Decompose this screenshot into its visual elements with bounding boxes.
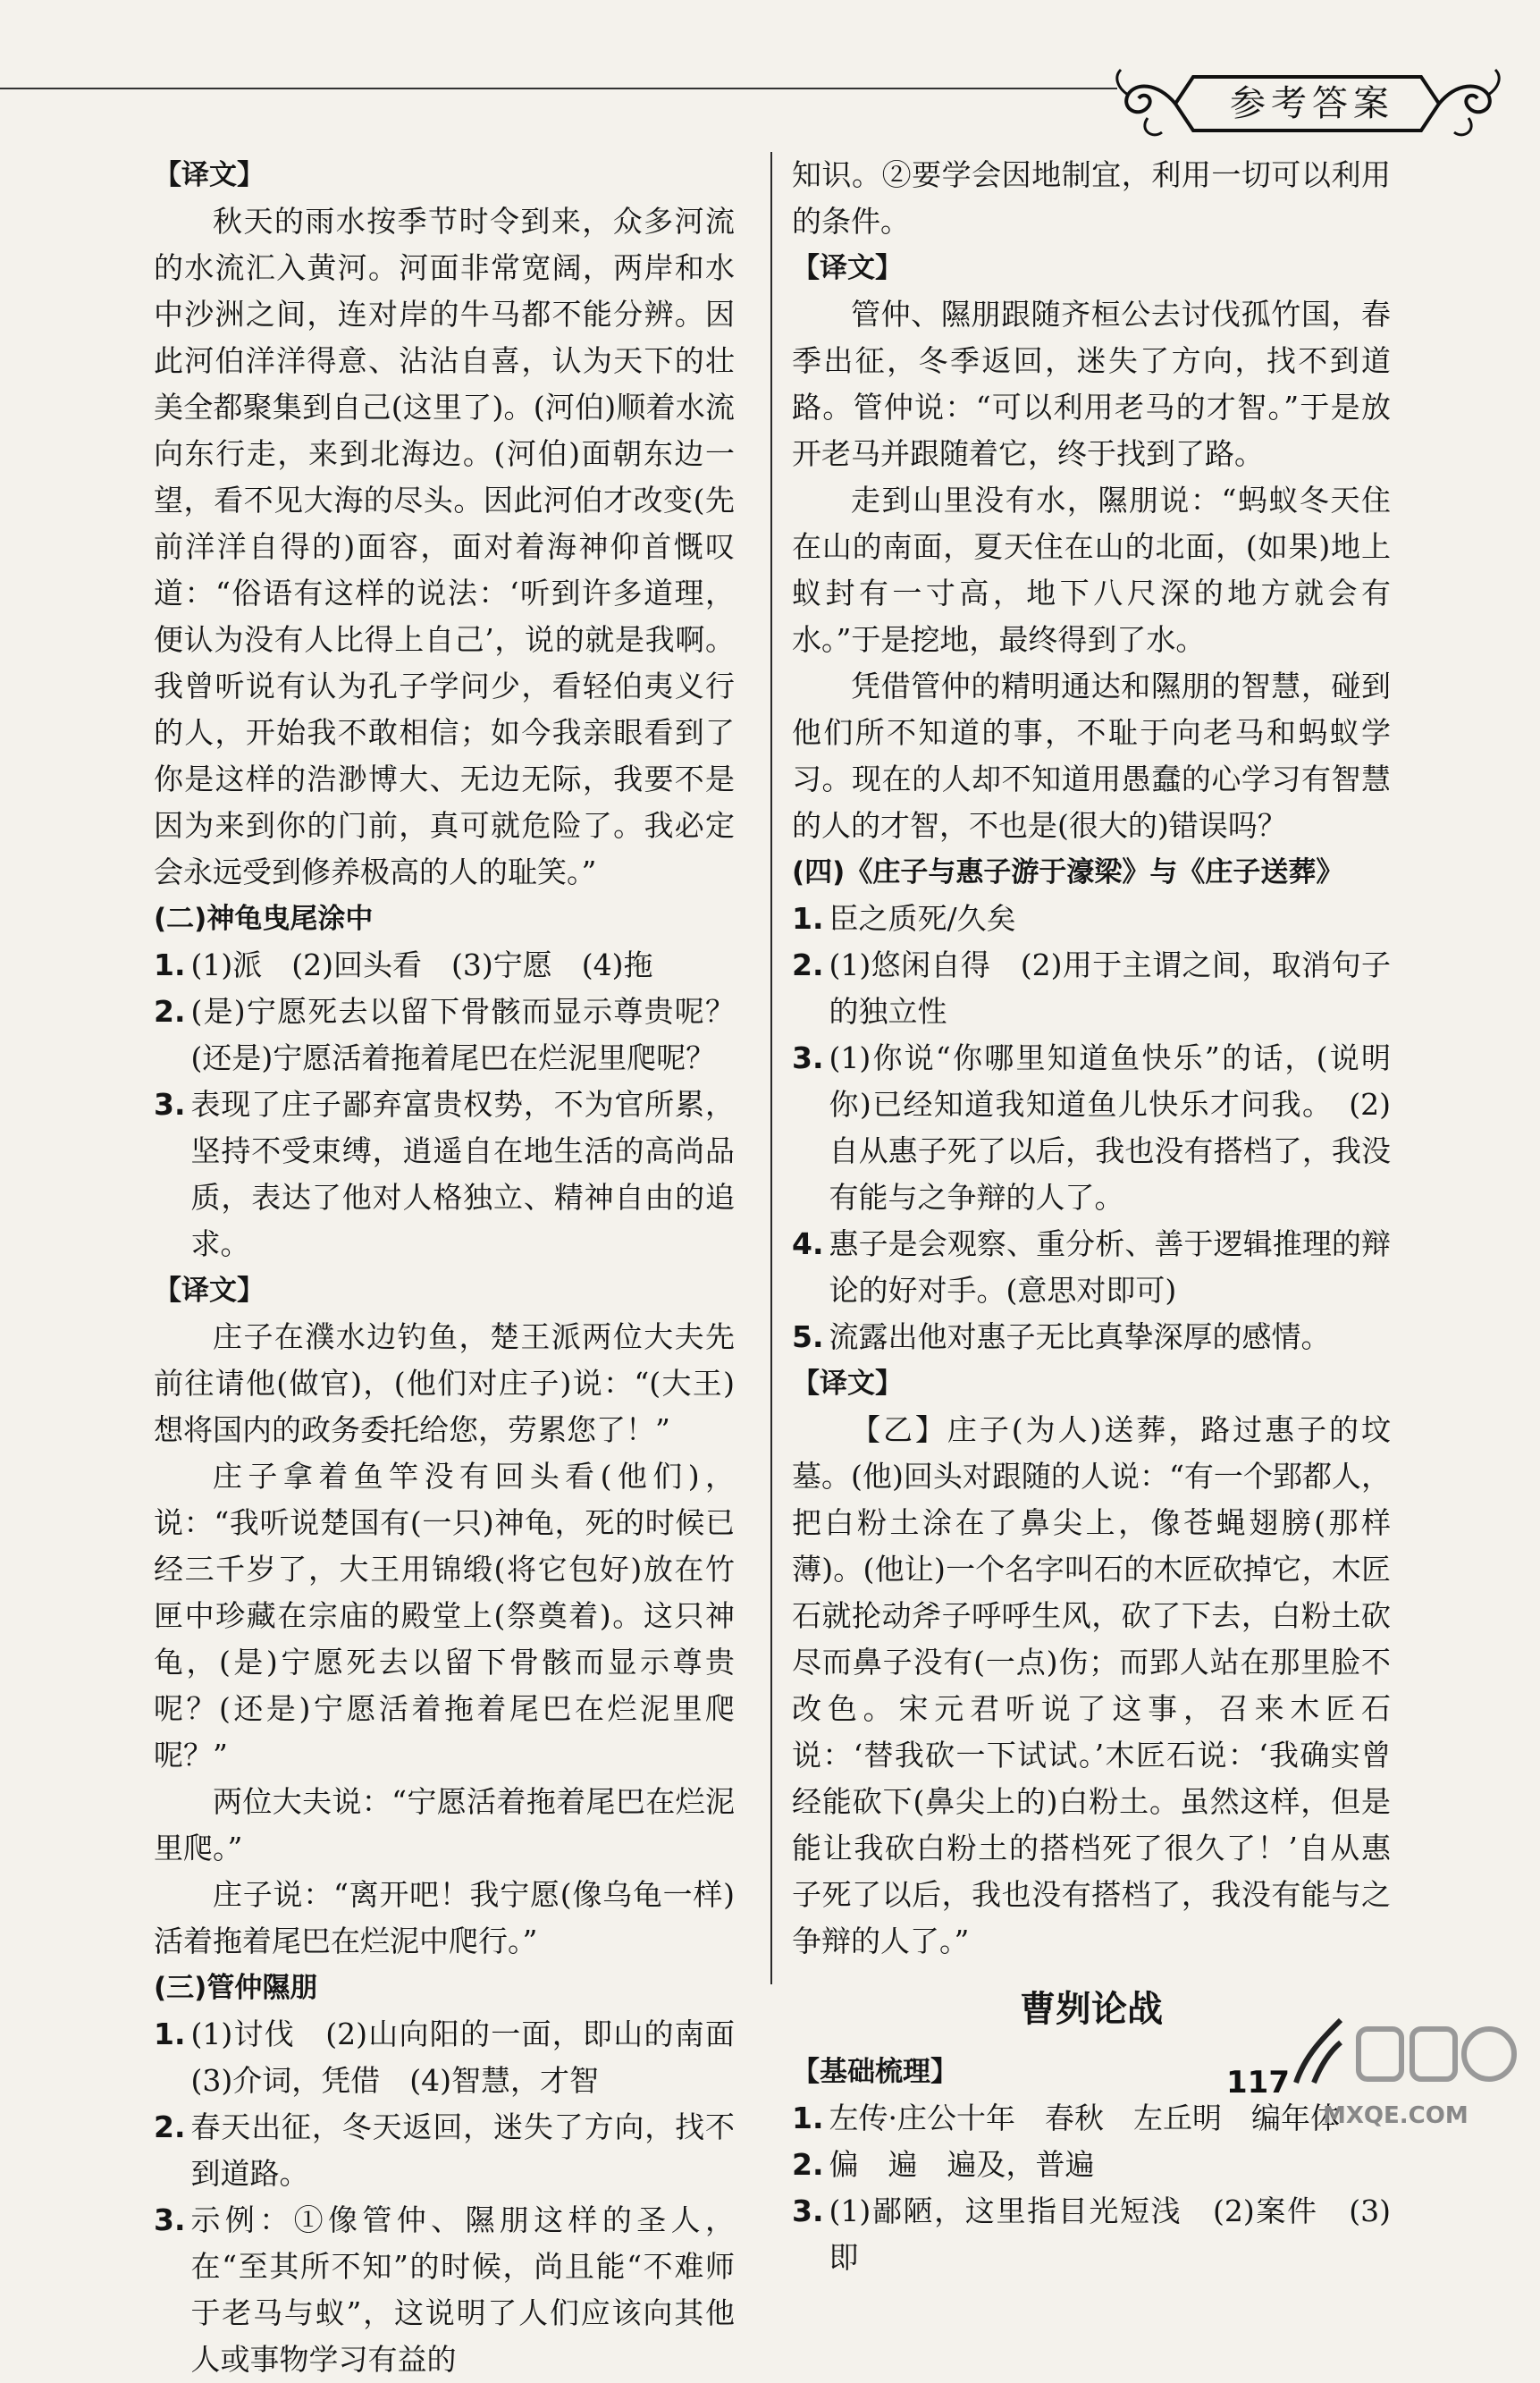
- answer-item: [792, 2188, 1391, 2281]
- answer-item: [154, 942, 735, 989]
- answer-text: 示例：①像管仲、隰朋这样的圣人，在“至其所不知”的时候，尚且能“不难师于老马与蚁”，这说明了人们应该向其他人或事物学习有益的: [190, 2202, 735, 2377]
- answer-text: (1)你说“你哪里知道鱼快乐”的话，(说明你)已经知道我知道鱼儿快乐才问我。 (2)自从惠子死了以后，我也没有搭档了，我没有能与之争辩的人了。: [829, 1040, 1391, 1215]
- answer-number: 1.: [792, 2101, 824, 2135]
- answer-item: [792, 1035, 1391, 1221]
- translation-paragraph: 凭借管仲的精明通达和隰朋的智慧，碰到他们所不知道的事，不耻于向老马和蚂蚁学习。现在的人却不知道用愚蠢的心学习有智慧的人的才智，不也是(很大的)错误吗？: [792, 669, 1391, 843]
- answer-text: 表现了庄子鄙弃富贵权势，不为官所累，坚持不受束缚，逍遥自在地生活的高尚品质，表达了他对人格独立、精神自由的追求。: [190, 1087, 735, 1261]
- section-heading: (三)管仲隰朋: [154, 1972, 318, 2004]
- continued-text: 知识。②要学会因地制宜，利用一切可以利用的条件。: [792, 157, 1391, 239]
- column-divider: [770, 152, 772, 1984]
- answer-item: [792, 1314, 1391, 1360]
- answer-text: (1)派 (2)回头看 (3)宁愿 (4)拖: [190, 947, 653, 982]
- answer-number: 3.: [792, 1040, 824, 1075]
- translation-tag: 【译文】: [154, 1275, 265, 1307]
- answer-text: 惠子是会观察、重分析、善于逻辑推理的辩论的好对手。(意思对即可): [829, 1226, 1391, 1308]
- page-number: 117: [1226, 2065, 1290, 2101]
- answer-text: (1)讨伐 (2)山向阳的一面，即山的南面 (3)介词，凭借 (4)智慧，才智: [190, 2017, 764, 2098]
- answer-item: [792, 896, 1391, 942]
- answer-item: [154, 2011, 764, 2104]
- answer-number: 1.: [792, 901, 824, 936]
- answer-item: [154, 2197, 735, 2383]
- translation-paragraph: 庄子说：“离开吧！我宁愿(像乌龟一样)活着拖着尾巴在烂泥中爬行。”: [154, 1877, 735, 1958]
- lesson-title: 曹刿论战: [1020, 1989, 1163, 2030]
- answer-number: 2.: [792, 2147, 824, 2182]
- left-column: [154, 152, 764, 2383]
- answer-text: 春天出征，冬天返回，迷失了方向，找不到道路。: [190, 2109, 735, 2191]
- answer-number: 3.: [792, 2194, 824, 2228]
- header-rule: [0, 88, 1117, 89]
- answer-text: (1)悠闲自得 (2)用于主谓之间，取消句子的独立性: [829, 947, 1391, 1029]
- section-heading: (二)神龟曳尾涂中: [154, 903, 374, 935]
- answer-text: 流露出他对惠子无比真挚深厚的感情。: [829, 1319, 1331, 1354]
- answer-item: [792, 2142, 1391, 2188]
- answer-number: 1.: [154, 2017, 186, 2051]
- answer-number: 2.: [154, 994, 186, 1029]
- answer-text: (是)宁愿死去以留下骨骸而显示尊贵呢？(还是)宁愿活着拖着尾巴在烂泥里爬呢？: [190, 994, 735, 1075]
- answer-item: [792, 1221, 1391, 1314]
- answer-item: [792, 942, 1391, 1035]
- translation-tag: 【译文】: [792, 1368, 903, 1400]
- translation-paragraph: 【乙】庄子(为人)送葬，路过惠子的坟墓。(他)回头对跟随的人说：“有一个郢都人，把白粉土涂在了鼻尖上，像苍蝇翅膀(那样薄)。(他让)一个名字叫石的木匠砍掉它，木匠石就抡动斧子呼呼生风，砍了下去，白粉土砍尽而鼻子没有(一点)伤；而郢人站在那里脸不改色。宋元君听说了这事，召来木匠石说：‘替我砍一下试试。’木匠石说：‘我确实曾经能砍下(鼻尖上的)白粉土。虽然这样，但是能让我砍白粉土的搭档死了很久了！’自从惠子死了以后，我也没有搭档了，我没有能与之争辩的人了。”: [792, 1412, 1391, 1958]
- basics-tag: 【基础梳理】: [792, 2056, 958, 2088]
- answer-number: 1.: [154, 947, 186, 982]
- answer-text: (1)鄙陋，这里指目光短浅 (2)案件 (3)即: [829, 2194, 1391, 2275]
- translation-paragraph: 庄子在濮水边钓鱼，楚王派两位大夫先前往请他(做官)，(他们对庄子)说：“(大王)想将国内的政务委托给您，劳累您了！”: [154, 1319, 735, 1447]
- answer-number: 5.: [792, 1319, 824, 1354]
- answer-number: 4.: [792, 1226, 824, 1261]
- answer-number: 3.: [154, 1087, 186, 1122]
- translation-paragraph: 管仲、隰朋跟随齐桓公去讨伐孤竹国，春季出征，冬季返回，迷失了方向，找不到道路。管仲说：“可以利用老马的才智。”于是放开老马并跟随着它，终于找到了路。: [792, 297, 1391, 471]
- watermark-url: MXQE.COM: [1323, 2102, 1468, 2129]
- translation-paragraph: 秋天的雨水按季节时令到来，众多河流的水流汇入黄河。河面非常宽阔，两岸和水中沙洲之间，连对岸的牛马都不能分辨。因此河伯洋洋得意、沾沾自喜，认为天下的壮美全都聚集到自己(这里了)。(河伯)顺着水流向东行走，来到北海边。(河伯)面朝东边一望，看不见大海的尽头。因此河伯才改变(先前洋洋自得的)面容，面对着海神仰首慨叹道：“俗语有这样的说法：‘听到许多道理，便认为没有人比得上自己’，说的就是我啊。我曾听说有认为孔子学问少，看轻伯夷义行的人，开始我不敢相信；如今我亲眼看到了你是这样的浩渺博大、无边无际，我要不是因为来到你的门前，真可就危险了。我必定会永远受到修养极高的人的耻笑。”: [154, 204, 735, 889]
- section-heading: (四)《庄子与惠子游于濠梁》与《庄子送葬》: [792, 856, 1344, 888]
- answer-text: 偏 遍 遍及，普遍: [829, 2147, 1095, 2182]
- right-column: [792, 152, 1391, 2281]
- answer-item: [154, 989, 735, 1082]
- answer-key-badge: [1108, 55, 1519, 154]
- translation-paragraph: 走到山里没有水，隰朋说：“蚂蚁冬天住在山的南面，夏天住在山的北面，(如果)地上蚁封有一寸高，地下八尺深的地方就会有水。”于是挖地，最终得到了水。: [792, 483, 1391, 657]
- translation-tag: 【译文】: [792, 252, 903, 284]
- answer-item: [154, 2104, 735, 2197]
- answer-number: 3.: [154, 2202, 186, 2237]
- answer-number: 2.: [154, 2109, 186, 2144]
- translation-tag: 【译文】: [154, 159, 265, 191]
- answer-number: 2.: [792, 947, 824, 982]
- answer-item: [154, 1082, 735, 1267]
- answer-text: 左传·庄公十年 春秋 左丘明 编年体: [829, 2101, 1340, 2135]
- watermark: [1287, 2002, 1528, 2136]
- watermark-logo-icon: [1287, 2002, 1528, 2101]
- badge-label: 参考答案: [1230, 83, 1394, 124]
- answer-text: 臣之质死/久矣: [829, 901, 1016, 936]
- translation-paragraph: 两位大夫说：“宁愿活着拖着尾巴在烂泥里爬。”: [154, 1784, 735, 1865]
- translation-paragraph: 庄子拿着鱼竿没有回头看(他们)，说：“我听说楚国有(一只)神龟，死的时候已经三千岁了，大王用锦缎(将它包好)放在竹匣中珍藏在宗庙的殿堂上(祭奠着)。这只神龟，(是)宁愿死去以留下骨骸而显示尊贵呢？(还是)宁愿活着拖着尾巴在烂泥里爬呢？”: [154, 1459, 735, 1773]
